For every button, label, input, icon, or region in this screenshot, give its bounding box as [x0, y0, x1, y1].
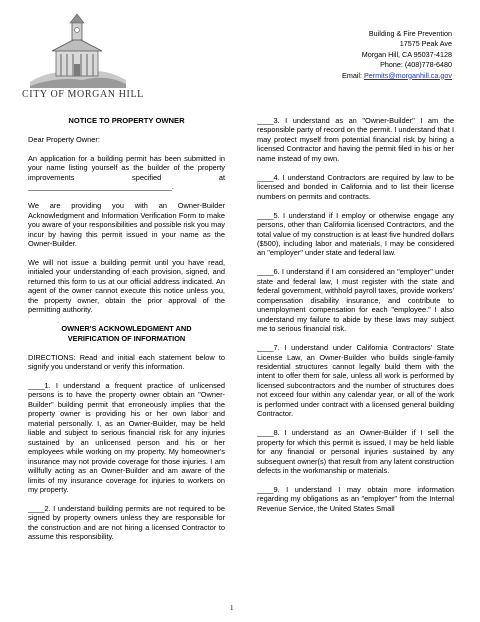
email-link[interactable]: Permits@morganhill.ca.gov [364, 70, 452, 80]
acknowledgment-heading [28, 324, 225, 343]
form-purpose-paragraph: We are providing you with an Owner-Builder Acknowledgment and Information Verification Form to make you aware of your responsibilities and possible risk you may incur by having this permit issued in your name as the Owner-Builder. [28, 201, 225, 249]
phone-number: Phone: (408)778-6480 [380, 60, 452, 70]
statement-item-4: ____4. I understand Contractors are required by law to be licensed and bonded in California and to list their license numbers on permits and contracts. [257, 172, 454, 201]
city-state-zip: Morgan Hill, CA 95037-4128 [361, 49, 452, 59]
statement-item-8: ____8. I understand as an Owner-Builder if I sell the property for which this permit is issued, I may be held liable for any financial or personal injuries sustained by any subsequent owner(s) that result from any latent construction defects in the workmanship or materials. [257, 428, 454, 475]
statement-item-3: ____3. I understand as an "Owner-Builder" I am the responsible party of record on the permit. I understand that I may protect myself from potential financial risk by hiring a licensed Contractor and having the permit filed in his or her name instead of my own. [257, 116, 454, 163]
salutation: Dear Property Owner: [28, 134, 100, 144]
department-name: Building & Fire Prevention [368, 29, 452, 38]
email-label: Email: [342, 70, 364, 80]
permit-conditions-paragraph: We will not issue a building permit until you have read, initialed your understanding of each provision, signed, and returned this form to us at our official address indicated. An agent of the owner cannot execute this notice unless you, the property owner, obtain the prior approval of the permitting authority. [28, 257, 225, 315]
right-column [257, 116, 454, 523]
contact-block [342, 29, 452, 81]
acknowledgment-heading-line2: VERIFICATION OF INFORMATION [67, 333, 186, 343]
street-address: 17575 Peak Ave [399, 39, 452, 49]
acknowledgment-heading-line1: OWNER'S ACKNOWLEDGMENT AND [61, 324, 192, 334]
city-hall-emblem-icon [22, 10, 132, 90]
statement-item-5: ____5. I understand if I employ or otherwise engage any persons, other than California licensed Contractors, and the total value of my construction is at least five hundred dollars ($500), including labor and materials, I may be considered an "employer" under state and federal law. [257, 210, 454, 258]
city-logo [22, 10, 144, 110]
statement-item-1: ____1. I understand a frequent practice of unlicensed persons is to have the property owner obtain an "Owner-Builder" building permit that erroneously implies that the property owner is providing his or her own labor and material personally. I, as an Owner-Builder, may be held liable and subject to serious financial risk for any injuries sustained by an unlicensed person and his or her employees while working on my property. My homeowner's insurance may not provide coverage for those injuries. I am willfully acting as an Owner-Builder and am aware of the limits of my insurance coverage for injuries to workers on my property. [28, 381, 225, 494]
statement-item-9: ____9. I understand I may obtain more information regarding my obligations as an "employer" from the Internal Revenue Service, the United States Small [257, 484, 454, 513]
statement-item-2: ____2. I understand building permits are not required to be signed by property owners unless they are responsible for the construction and are not hiring a licensed Contractor to assume this responsibility. [28, 503, 225, 542]
statement-item-7: ____7. I understand under California Contractors' State License Law, an Owner-Builder who builds single-family residential structures cannot legally build them with the intent to offer them for sale, unless all work is performed by licensed subcontractors and the number of structures does not exceed four within any calendar year, or all of the work is performed under contract with a licensed general building Contractor. [257, 343, 454, 419]
left-column [28, 116, 225, 551]
page-number: 1 [230, 604, 234, 612]
logo-wordmark: CITY OF MORGAN HILL [22, 89, 144, 100]
directions-paragraph: DIRECTIONS: Read and initial each statement below to signify you understand or verify this information. [28, 352, 225, 372]
statement-item-6: ____6. I understand if I am considered an "employer" under state and federal law, I must register with the state and federal government, withhold payroll taxes, provide workers' compensation disability insurance, and contribute to unemployment compensation for each "employee." I also understand my failure to abide by these laws may subject me to serious financial risk. [257, 267, 454, 334]
notice-title: NOTICE TO PROPERTY OWNER [68, 116, 185, 125]
email-line [342, 71, 452, 81]
intro-paragraph: An application for a building permit has been submitted in your name listing yourself as the builder of the property improvements specified at ___________________________________. [28, 153, 225, 192]
